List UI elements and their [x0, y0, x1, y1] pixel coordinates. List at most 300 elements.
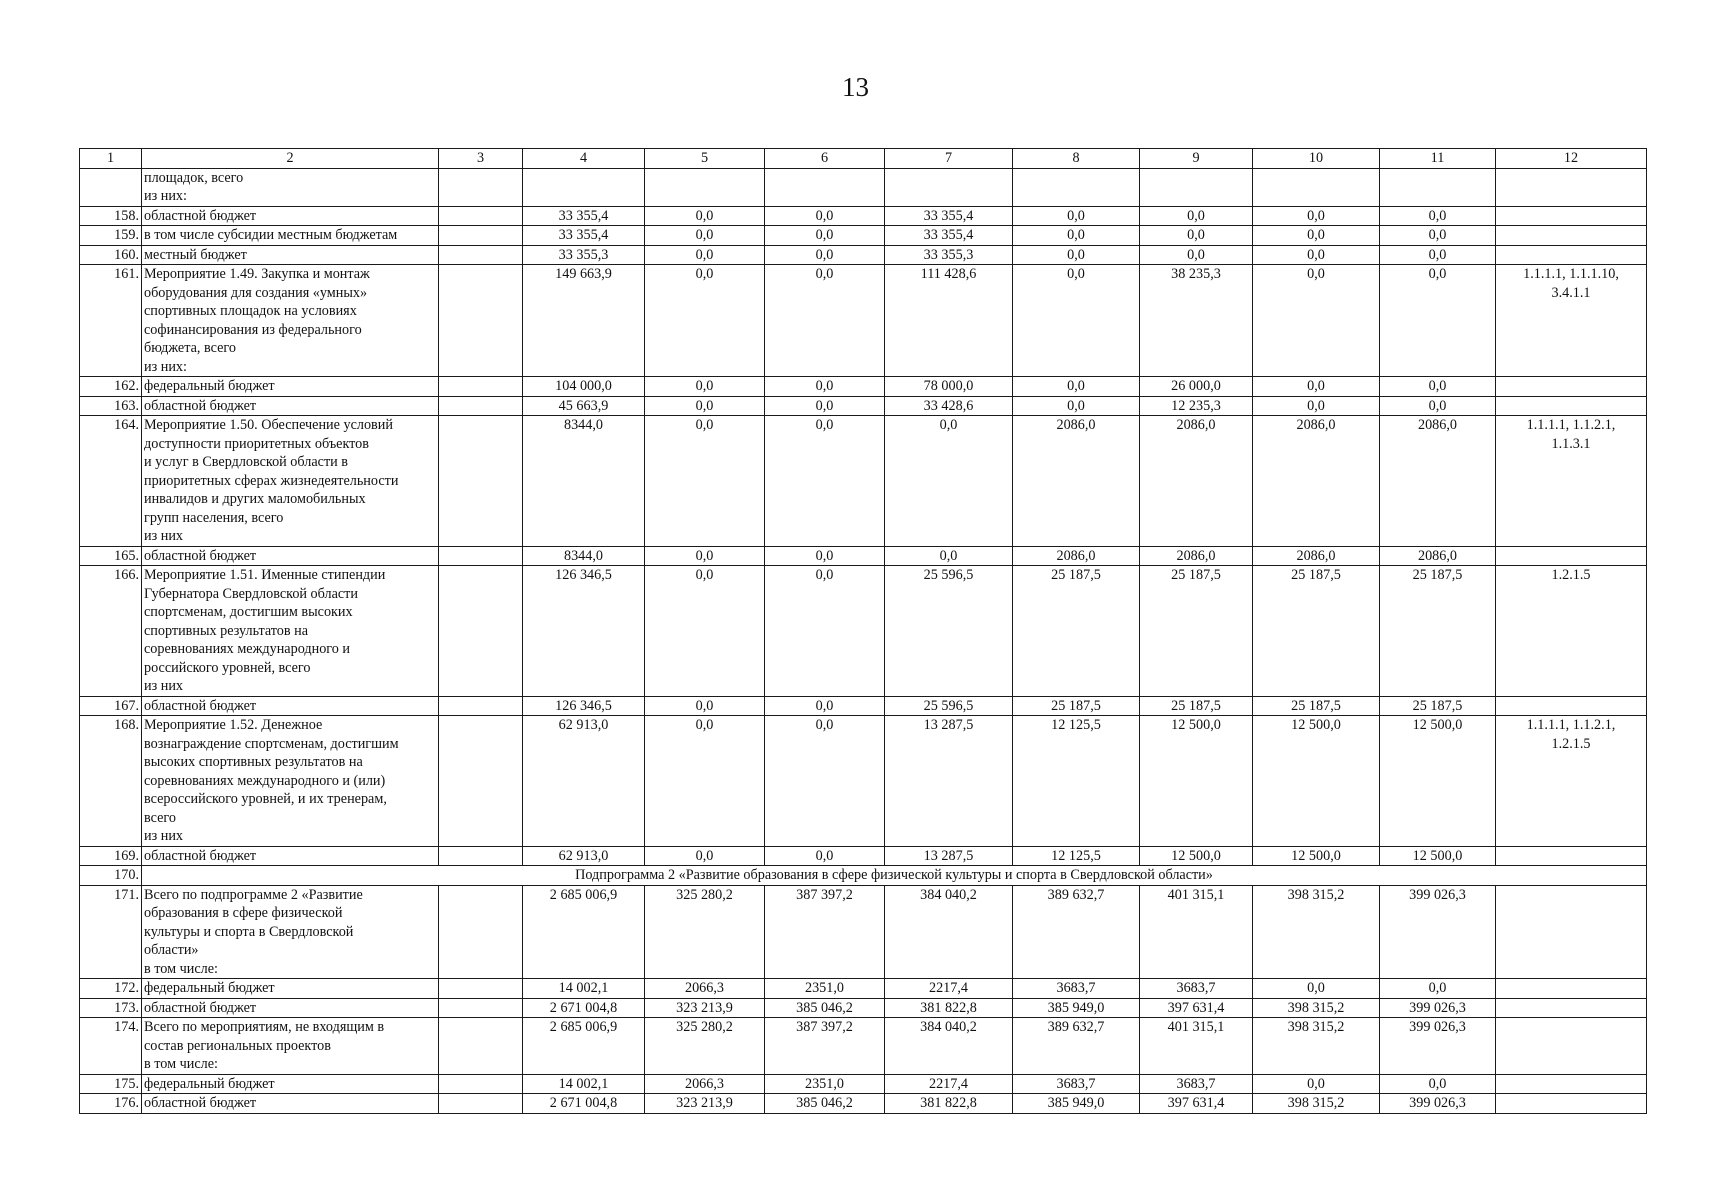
empty-cell: [439, 979, 523, 999]
value-cell: 0,0: [1380, 979, 1496, 999]
value-cell: 2 685 006,9: [523, 1018, 645, 1075]
empty-cell: [439, 245, 523, 265]
value-cell: 389 632,7: [1013, 885, 1140, 979]
column-number-header: 11: [1380, 149, 1496, 169]
value-cell: 0,0: [885, 416, 1013, 547]
value-cell: 0,0: [645, 566, 765, 697]
empty-cell: [439, 1074, 523, 1094]
value-cell: 0,0: [1013, 396, 1140, 416]
value-cell: 14 002,1: [523, 1074, 645, 1094]
empty-cell: [439, 416, 523, 547]
target-indicator-cell: [1496, 265, 1647, 377]
column-number-row: [80, 149, 1647, 169]
row-number: 162.: [80, 377, 142, 397]
empty-cell: [439, 846, 523, 866]
empty-cell: [439, 377, 523, 397]
description-line: образования в сфере физической: [144, 905, 343, 921]
target-indicator-cell: [1496, 885, 1647, 979]
budget-table: [79, 148, 1647, 1114]
column-number-header: 12: [1496, 149, 1647, 169]
value-cell: 0,0: [765, 696, 885, 716]
table-row: [80, 168, 1647, 206]
value-cell: [1380, 168, 1496, 206]
table-row: [80, 416, 1647, 547]
value-cell: 78 000,0: [885, 377, 1013, 397]
value-cell: 398 315,2: [1253, 1018, 1380, 1075]
empty-cell: [439, 566, 523, 697]
table-row: [80, 885, 1647, 979]
value-cell: 0,0: [645, 226, 765, 246]
value-cell: [885, 168, 1013, 206]
row-number: 159.: [80, 226, 142, 246]
row-description: [142, 245, 439, 265]
value-cell: 0,0: [1380, 206, 1496, 226]
value-cell: 14 002,1: [523, 979, 645, 999]
description-line: Всего по мероприятиям, не входящим в: [144, 1019, 385, 1035]
value-cell: 13 287,5: [885, 716, 1013, 847]
value-cell: 0,0: [765, 846, 885, 866]
value-cell: 0,0: [1380, 245, 1496, 265]
target-indicator-cell: [1496, 1018, 1647, 1075]
empty-cell: [439, 396, 523, 416]
description-line: всего: [144, 809, 176, 826]
target-indicator-cell: [1496, 168, 1647, 206]
target-indicator-cell: [1496, 226, 1647, 246]
description-line: спортсменам, достигшим высоких: [144, 604, 353, 620]
value-cell: 0,0: [1380, 377, 1496, 397]
description-line: софинансирования из федерального: [144, 321, 362, 338]
description-line: из них: [144, 528, 184, 544]
value-cell: 399 026,3: [1380, 1094, 1496, 1114]
empty-cell: [439, 206, 523, 226]
row-number: 176.: [80, 1094, 142, 1114]
table-row: [80, 206, 1647, 226]
table-row: [80, 546, 1647, 566]
value-cell: 0,0: [645, 546, 765, 566]
target-indicator-line: 1.1.1.1, 1.1.2.1,: [1526, 417, 1616, 433]
description-line: федеральный бюджет: [144, 1075, 275, 1092]
table-row: [80, 696, 1647, 716]
value-cell: 401 315,1: [1140, 1018, 1253, 1075]
value-cell: 33 355,4: [885, 206, 1013, 226]
target-indicator-line: 1.1.1.1, 1.1.2.1,: [1526, 717, 1616, 733]
description-line: из них:: [144, 188, 187, 204]
description-line: инвалидов и других маломобильных: [144, 491, 366, 507]
value-cell: 0,0: [645, 206, 765, 226]
target-indicator-cell: [1496, 206, 1647, 226]
description-line: областной бюджет: [144, 697, 257, 714]
row-number: 163.: [80, 396, 142, 416]
value-cell: 2086,0: [1013, 546, 1140, 566]
column-number-header: 7: [885, 149, 1013, 169]
column-number-header: 1: [80, 149, 142, 169]
value-cell: 397 631,4: [1140, 998, 1253, 1018]
table-row: [80, 1094, 1647, 1114]
value-cell: 0,0: [1013, 377, 1140, 397]
description-line: федеральный бюджет: [144, 980, 275, 996]
column-number-header: 3: [439, 149, 523, 169]
row-number: 169.: [80, 846, 142, 866]
value-cell: 2351,0: [765, 1074, 885, 1094]
value-cell: 0,0: [645, 416, 765, 547]
table-row: [80, 1074, 1647, 1094]
description-line: Мероприятие 1.49. Закупка и монтаж: [144, 266, 370, 282]
value-cell: [765, 168, 885, 206]
value-cell: 25 596,5: [885, 696, 1013, 716]
target-indicator-cell: [1496, 979, 1647, 999]
value-cell: 0,0: [765, 546, 885, 566]
description-line: всероссийского уровней, и их тренерам,: [144, 791, 387, 807]
value-cell: 33 355,4: [523, 206, 645, 226]
description-line: областной бюджет: [144, 397, 257, 414]
value-cell: 2086,0: [1140, 546, 1253, 566]
value-cell: 0,0: [765, 716, 885, 847]
value-cell: 0,0: [1013, 226, 1140, 246]
value-cell: 0,0: [645, 716, 765, 847]
table-row: [80, 377, 1647, 397]
empty-cell: [439, 696, 523, 716]
value-cell: 0,0: [1253, 396, 1380, 416]
value-cell: 0,0: [765, 377, 885, 397]
value-cell: 2 685 006,9: [523, 885, 645, 979]
value-cell: 12 235,3: [1140, 396, 1253, 416]
row-number: 158.: [80, 206, 142, 226]
value-cell: 0,0: [645, 396, 765, 416]
value-cell: 0,0: [1140, 245, 1253, 265]
column-number-header: 5: [645, 149, 765, 169]
value-cell: 12 500,0: [1140, 716, 1253, 847]
table-row: [80, 396, 1647, 416]
description-line: в том числе субсидии местным бюджетам: [144, 227, 398, 243]
row-number: 168.: [80, 716, 142, 847]
value-cell: 0,0: [1380, 265, 1496, 377]
empty-cell: [439, 716, 523, 847]
value-cell: 2086,0: [1253, 546, 1380, 566]
value-cell: 13 287,5: [885, 846, 1013, 866]
value-cell: 33 428,6: [885, 396, 1013, 416]
value-cell: 33 355,3: [885, 245, 1013, 265]
empty-cell: [439, 1018, 523, 1075]
table-row: [80, 716, 1647, 847]
description-line: высоких спортивных результатов на: [144, 754, 363, 770]
description-line: Губернатора Свердловской области: [144, 585, 358, 602]
value-cell: 0,0: [765, 206, 885, 226]
description-line: культуры и спорта в Свердловской: [144, 923, 354, 940]
value-cell: 3683,7: [1140, 1074, 1253, 1094]
description-line: областной бюджет: [144, 999, 257, 1016]
value-cell: 2351,0: [765, 979, 885, 999]
empty-cell: [439, 1094, 523, 1114]
table-row: [80, 846, 1647, 866]
row-description: [142, 416, 439, 547]
value-cell: [645, 168, 765, 206]
description-line: области»: [144, 942, 199, 958]
page-number: 13: [842, 72, 869, 102]
row-number: 173.: [80, 998, 142, 1018]
row-number: 167.: [80, 696, 142, 716]
value-cell: 385 949,0: [1013, 998, 1140, 1018]
target-indicator-line: 3.4.1.1: [1551, 284, 1591, 301]
value-cell: 0,0: [1140, 206, 1253, 226]
value-cell: 62 913,0: [523, 846, 645, 866]
value-cell: 384 040,2: [885, 1018, 1013, 1075]
value-cell: 45 663,9: [523, 396, 645, 416]
value-cell: 25 187,5: [1380, 696, 1496, 716]
description-line: областной бюджет: [144, 207, 257, 224]
value-cell: 33 355,4: [885, 226, 1013, 246]
description-line: Мероприятие 1.52. Денежное: [144, 717, 323, 733]
value-cell: 0,0: [645, 377, 765, 397]
column-number-header: 10: [1253, 149, 1380, 169]
value-cell: 126 346,5: [523, 696, 645, 716]
value-cell: 2066,3: [645, 979, 765, 999]
value-cell: [1253, 168, 1380, 206]
row-number: 166.: [80, 566, 142, 697]
value-cell: 2086,0: [1380, 416, 1496, 547]
value-cell: 0,0: [765, 416, 885, 547]
description-line: областной бюджет: [144, 1095, 257, 1111]
target-indicator-cell: [1496, 546, 1647, 566]
value-cell: 25 187,5: [1013, 696, 1140, 716]
value-cell: 0,0: [1380, 396, 1496, 416]
subprogram-row: [80, 866, 1647, 886]
empty-cell: [439, 226, 523, 246]
column-number-header: 6: [765, 149, 885, 169]
table-row: [80, 566, 1647, 697]
value-cell: 62 913,0: [523, 716, 645, 847]
value-cell: 111 428,6: [885, 265, 1013, 377]
description-line: доступности приоритетных объектов: [144, 435, 369, 452]
target-indicator-cell: [1496, 245, 1647, 265]
description-line: Мероприятие 1.51. Именные стипендии: [144, 567, 386, 583]
value-cell: 0,0: [1253, 265, 1380, 377]
value-cell: 399 026,3: [1380, 1018, 1496, 1075]
column-number-header: 8: [1013, 149, 1140, 169]
value-cell: 2 671 004,8: [523, 998, 645, 1018]
row-number: [80, 168, 142, 206]
row-description: [142, 1018, 439, 1075]
value-cell: 0,0: [765, 245, 885, 265]
description-line: российского уровней, всего: [144, 659, 311, 676]
value-cell: 2217,4: [885, 979, 1013, 999]
value-cell: 0,0: [765, 265, 885, 377]
value-cell: 25 187,5: [1253, 696, 1380, 716]
row-description: [142, 546, 439, 566]
value-cell: 381 822,8: [885, 1094, 1013, 1114]
value-cell: 0,0: [1253, 226, 1380, 246]
value-cell: 0,0: [885, 546, 1013, 566]
description-line: Мероприятие 1.50. Обеспечение условий: [144, 417, 393, 433]
value-cell: 0,0: [645, 265, 765, 377]
value-cell: 0,0: [765, 396, 885, 416]
target-indicator-cell: [1496, 846, 1647, 866]
row-number: 170.: [80, 866, 142, 886]
row-number: 165.: [80, 546, 142, 566]
value-cell: 398 315,2: [1253, 998, 1380, 1018]
value-cell: 0,0: [645, 245, 765, 265]
value-cell: 126 346,5: [523, 566, 645, 697]
value-cell: 8344,0: [523, 416, 645, 547]
row-number: 175.: [80, 1074, 142, 1094]
value-cell: 384 040,2: [885, 885, 1013, 979]
value-cell: 8344,0: [523, 546, 645, 566]
value-cell: 0,0: [645, 696, 765, 716]
value-cell: 33 355,3: [523, 245, 645, 265]
value-cell: 104 000,0: [523, 377, 645, 397]
value-cell: 3683,7: [1140, 979, 1253, 999]
value-cell: 385 046,2: [765, 1094, 885, 1114]
value-cell: 25 187,5: [1140, 566, 1253, 697]
description-line: спортивных площадок на условиях: [144, 303, 357, 319]
value-cell: 12 125,5: [1013, 846, 1140, 866]
value-cell: 0,0: [1253, 979, 1380, 999]
value-cell: 12 125,5: [1013, 716, 1140, 847]
description-line: из них: [144, 828, 184, 844]
value-cell: 385 046,2: [765, 998, 885, 1018]
row-number: 161.: [80, 265, 142, 377]
value-cell: 3683,7: [1013, 979, 1140, 999]
value-cell: [523, 168, 645, 206]
description-line: и услуг в Свердловской области в: [144, 454, 348, 470]
value-cell: 25 187,5: [1140, 696, 1253, 716]
value-cell: 398 315,2: [1253, 885, 1380, 979]
value-cell: 398 315,2: [1253, 1094, 1380, 1114]
description-line: местный бюджет: [144, 246, 247, 263]
value-cell: 397 631,4: [1140, 1094, 1253, 1114]
description-line: состав региональных проектов: [144, 1037, 331, 1054]
value-cell: 2217,4: [885, 1074, 1013, 1094]
target-indicator-cell: [1496, 396, 1647, 416]
target-indicator-cell: [1496, 566, 1647, 697]
table-row: [80, 979, 1647, 999]
description-line: в том числе:: [144, 1056, 218, 1072]
value-cell: 26 000,0: [1140, 377, 1253, 397]
target-indicator-cell: [1496, 377, 1647, 397]
empty-cell: [439, 998, 523, 1018]
row-number: 171.: [80, 885, 142, 979]
description-line: областной бюджет: [144, 847, 257, 864]
row-description: [142, 696, 439, 716]
value-cell: [1013, 168, 1140, 206]
value-cell: 325 280,2: [645, 885, 765, 979]
table-body: [80, 149, 1647, 1114]
target-indicator-line: 1.2.1.5: [1551, 567, 1591, 583]
target-indicator-cell: [1496, 1074, 1647, 1094]
empty-cell: [439, 546, 523, 566]
value-cell: 0,0: [1253, 206, 1380, 226]
value-cell: 0,0: [1253, 245, 1380, 265]
value-cell: 0,0: [1253, 377, 1380, 397]
row-description: [142, 998, 439, 1018]
row-number: 160.: [80, 245, 142, 265]
value-cell: 2066,3: [645, 1074, 765, 1094]
value-cell: 401 315,1: [1140, 885, 1253, 979]
value-cell: 323 213,9: [645, 1094, 765, 1114]
description-line: вознаграждение спортсменам, достигшим: [144, 735, 399, 752]
value-cell: 2086,0: [1253, 416, 1380, 547]
row-description: [142, 226, 439, 246]
value-cell: 0,0: [1380, 1074, 1496, 1094]
row-description: [142, 168, 439, 206]
row-number: 174.: [80, 1018, 142, 1075]
value-cell: 387 397,2: [765, 1018, 885, 1075]
value-cell: 149 663,9: [523, 265, 645, 377]
value-cell: 12 500,0: [1380, 846, 1496, 866]
value-cell: 399 026,3: [1380, 885, 1496, 979]
value-cell: 12 500,0: [1380, 716, 1496, 847]
table-row: [80, 265, 1647, 377]
value-cell: 25 187,5: [1013, 566, 1140, 697]
value-cell: 38 235,3: [1140, 265, 1253, 377]
column-number-header: 4: [523, 149, 645, 169]
value-cell: 385 949,0: [1013, 1094, 1140, 1114]
target-indicator-cell: [1496, 716, 1647, 847]
row-description: [142, 396, 439, 416]
value-cell: 2086,0: [1380, 546, 1496, 566]
value-cell: 323 213,9: [645, 998, 765, 1018]
description-line: площадок, всего: [144, 169, 244, 186]
value-cell: 25 187,5: [1380, 566, 1496, 697]
row-description: [142, 265, 439, 377]
description-line: приоритетных сферах жизнедеятельности: [144, 472, 399, 489]
subprogram-title: Подпрограмма 2 «Развитие образования в сфере физической культуры и спорта в Свердловской области»: [142, 866, 1647, 886]
value-cell: 2086,0: [1013, 416, 1140, 547]
description-line: бюджета, всего: [144, 340, 236, 356]
value-cell: 389 632,7: [1013, 1018, 1140, 1075]
value-cell: 325 280,2: [645, 1018, 765, 1075]
description-line: спортивных результатов на: [144, 622, 309, 639]
target-indicator-cell: [1496, 416, 1647, 547]
table-row: [80, 998, 1647, 1018]
value-cell: 399 026,3: [1380, 998, 1496, 1018]
description-line: групп населения, всего: [144, 509, 284, 526]
description-line: в том числе:: [144, 960, 218, 977]
value-cell: 0,0: [645, 846, 765, 866]
table-row: [80, 1018, 1647, 1075]
row-description: [142, 566, 439, 697]
description-line: областной бюджет: [144, 547, 257, 564]
empty-cell: [439, 265, 523, 377]
value-cell: 2 671 004,8: [523, 1094, 645, 1114]
column-number-header: 9: [1140, 149, 1253, 169]
row-description: [142, 1094, 439, 1114]
value-cell: 381 822,8: [885, 998, 1013, 1018]
description-line: из них: [144, 678, 184, 694]
description-line: федеральный бюджет: [144, 378, 275, 394]
value-cell: 0,0: [1253, 1074, 1380, 1094]
value-cell: 25 187,5: [1253, 566, 1380, 697]
description-line: соревнованиях международного и: [144, 641, 350, 657]
description-line: Всего по подпрограмме 2 «Развитие: [144, 886, 363, 903]
row-description: [142, 979, 439, 999]
empty-cell: [439, 168, 523, 206]
row-description: [142, 846, 439, 866]
value-cell: 0,0: [1140, 226, 1253, 246]
row-number: 164.: [80, 416, 142, 547]
value-cell: [1140, 168, 1253, 206]
row-description: [142, 1074, 439, 1094]
value-cell: 3683,7: [1013, 1074, 1140, 1094]
value-cell: 0,0: [765, 226, 885, 246]
value-cell: 387 397,2: [765, 885, 885, 979]
row-description: [142, 377, 439, 397]
column-number-header: 2: [142, 149, 439, 169]
empty-cell: [439, 885, 523, 979]
value-cell: 12 500,0: [1140, 846, 1253, 866]
value-cell: 25 596,5: [885, 566, 1013, 697]
target-indicator-line: 1.2.1.5: [1551, 735, 1591, 752]
table-row: [80, 226, 1647, 246]
